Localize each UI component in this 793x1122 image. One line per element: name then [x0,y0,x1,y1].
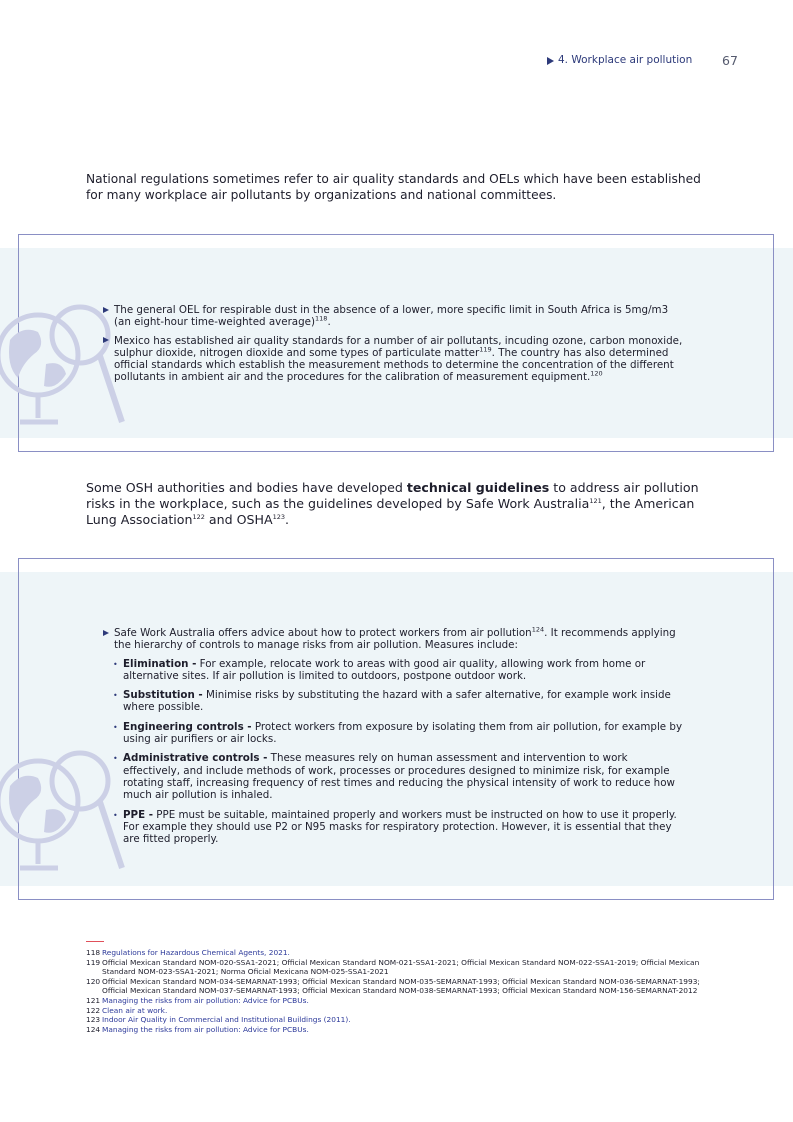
bullet-dot-icon: • [113,691,118,701]
guidelines-paragraph: Some OSH authorities and bodies have developed technical guidelines to address air pollution risks in the workplace, such as the guidelines developed by Safe Work Australia$^{121}$, the American Lung Association$^{122}$ and OSHA$^{123}$. [86,480,699,527]
bullet-dot-icon: • [113,810,118,820]
footnote: 121 Managing the risks from air pollution: Advice for PCBUs. [86,995,309,1005]
box2-list [103,627,683,852]
page-number: 67 [722,53,738,68]
list-item: Safe Work Australia offers advice about how to protect workers from air pollution$^{124}$. It recommends applying the hierarchy of controls to manage risks from air pollution. Measures include: • Elimination - For example, relocate work to areas with good air quality, allowing work from home or alternative sites. If air pollution is limited to outdoors, postpone outdoor work. • Substitution - Minimise risks by substituting the hazard with a safer alternative, for example work inside where possible. • Engineering controls - Protect workers from exposure by isolating them from air pollution, for example by using air purifiers or air locks. • Administrative controls - These measures rely on human assessment and intervention to work effectively, and include methods of work, processes or procedures designed to minimize risk, for example rotating staff, increasing frequency of rest times and reducing the physical intensity of work to reduce how much air pollution is inhaled. • PPE - PPE must be suitable, maintained properly and workers must be instructed on how to use it properly. For example they should use P2 or N95 masks for respiratory protection. However, it is essential that they are fitted properly. [103,627,683,845]
footnote: 119 Official Mexican Standard NOM-020-SSA1-2021; Official Mexican Standard NOM-021-SSA1-2021; Official Mexican Standard NOM-022-SSA1-2019; Official Mexican Standard NOM-023-SSA1-2021; Norma Oficial Mexicana NOM-025-SSA1-2021 [86,957,700,977]
footnote: 122 Clean air at work. [86,1005,168,1015]
footnote: 120 Official Mexican Standard NOM-034-SEMARNAT-1993; Official Mexican Standard NOM-035-SEMARNAT-1993; Official Mexican Standard NOM-036-SEMARNAT-1993; Official Mexican Standard NOM-037-SEMARNAT-1993; Official Mexican Standard NOM-038-SEMARNAT-1993; Official Mexican Standard NOM-156-SEMARNAT-2012 [86,976,700,996]
footnote-link[interactable]: Indoor Air Quality in Commercial and Institutional Buildings (2011). [102,1015,351,1025]
footnote: 118 Regulations for Hazardous Chemical Agents, 2021. [86,948,290,957]
footnote-rule [86,941,104,942]
play-arrow-icon [547,57,554,65]
bullet-arrow-icon [103,630,109,636]
measure-item: • Administrative controls - These measures rely on human assessment and intervention to work effectively, and include methods of work, processes or procedures designed to minimize risk, for example rotating staff, increasing frequency of rest times and reducing the physical intensity of work to reduce how much air pollution is inhaled. [113,752,675,802]
measure-item: • Engineering controls - Protect workers from exposure by isolating them from air pollution, for example by using air purifiers or air locks. [113,720,683,746]
footnote-link[interactable]: Managing the risks from air pollution: Advice for PCBUs. [102,995,309,1005]
measure-item: • PPE - PPE must be suitable, maintained properly and workers must be instructed on how to use it properly. For example they should use P2 or N95 masks for respiratory protection. However, it is essential that they are fitted properly. [113,808,677,846]
measure-item: • Substitution - Minimise risks by substituting the hazard with a safer alternative, for example work inside where possible. [113,689,671,714]
box1-list [103,304,683,390]
footnote: 124 Managing the risks from air pollution: Advice for PCBUs. [86,1024,309,1034]
footnotes [86,948,708,1034]
intro-paragraph: National regulations sometimes refer to air quality standards and OELs which have been established for many workplace air pollutants by organizations and national committees. [86,172,701,202]
bullet-dot-icon: • [113,754,118,764]
footnote-link[interactable]: Clean air at work. [102,1005,168,1015]
measure-item: • Elimination - For example, relocate work to areas with good air quality, allowing work from home or alternative sites. If air pollution is limited to outdoors, postpone outdoor work. [113,657,646,682]
footnote-link[interactable]: Regulations for Hazardous Chemical Agents, 2021. [102,948,290,957]
bullet-arrow-icon [103,337,109,343]
measures-list [111,658,683,846]
running-header [0,54,793,70]
bullet-dot-icon: • [113,722,118,732]
bullet-arrow-icon [103,307,109,313]
bullet-dot-icon: • [113,659,118,669]
chapter-title: 4. Workplace air pollution [558,54,693,66]
footnote-link[interactable]: Managing the risks from air pollution: Advice for PCBUs. [102,1024,309,1034]
list-item: The general OEL for respirable dust in the absence of a lower, more specific limit in South Africa is 5mg/m3 (an eight-hour time-weighted average)$^{118}$. [103,304,683,329]
list-item: Mexico has established air quality standards for a number of air pollutants, incuding ozone, carbon monoxide, sulphur dioxide, nitrogen dioxide and some types of particulate matter$^{119}$. The country has also determined official standards which establish the measurement methods to determine the concentration of the different pollutants in ambient air and the procedures for the calibration of measurement equipment.$^{120}$ [103,335,683,384]
footnote: 123 Indoor Air Quality in Commercial and Institutional Buildings (2011). [86,1015,351,1025]
